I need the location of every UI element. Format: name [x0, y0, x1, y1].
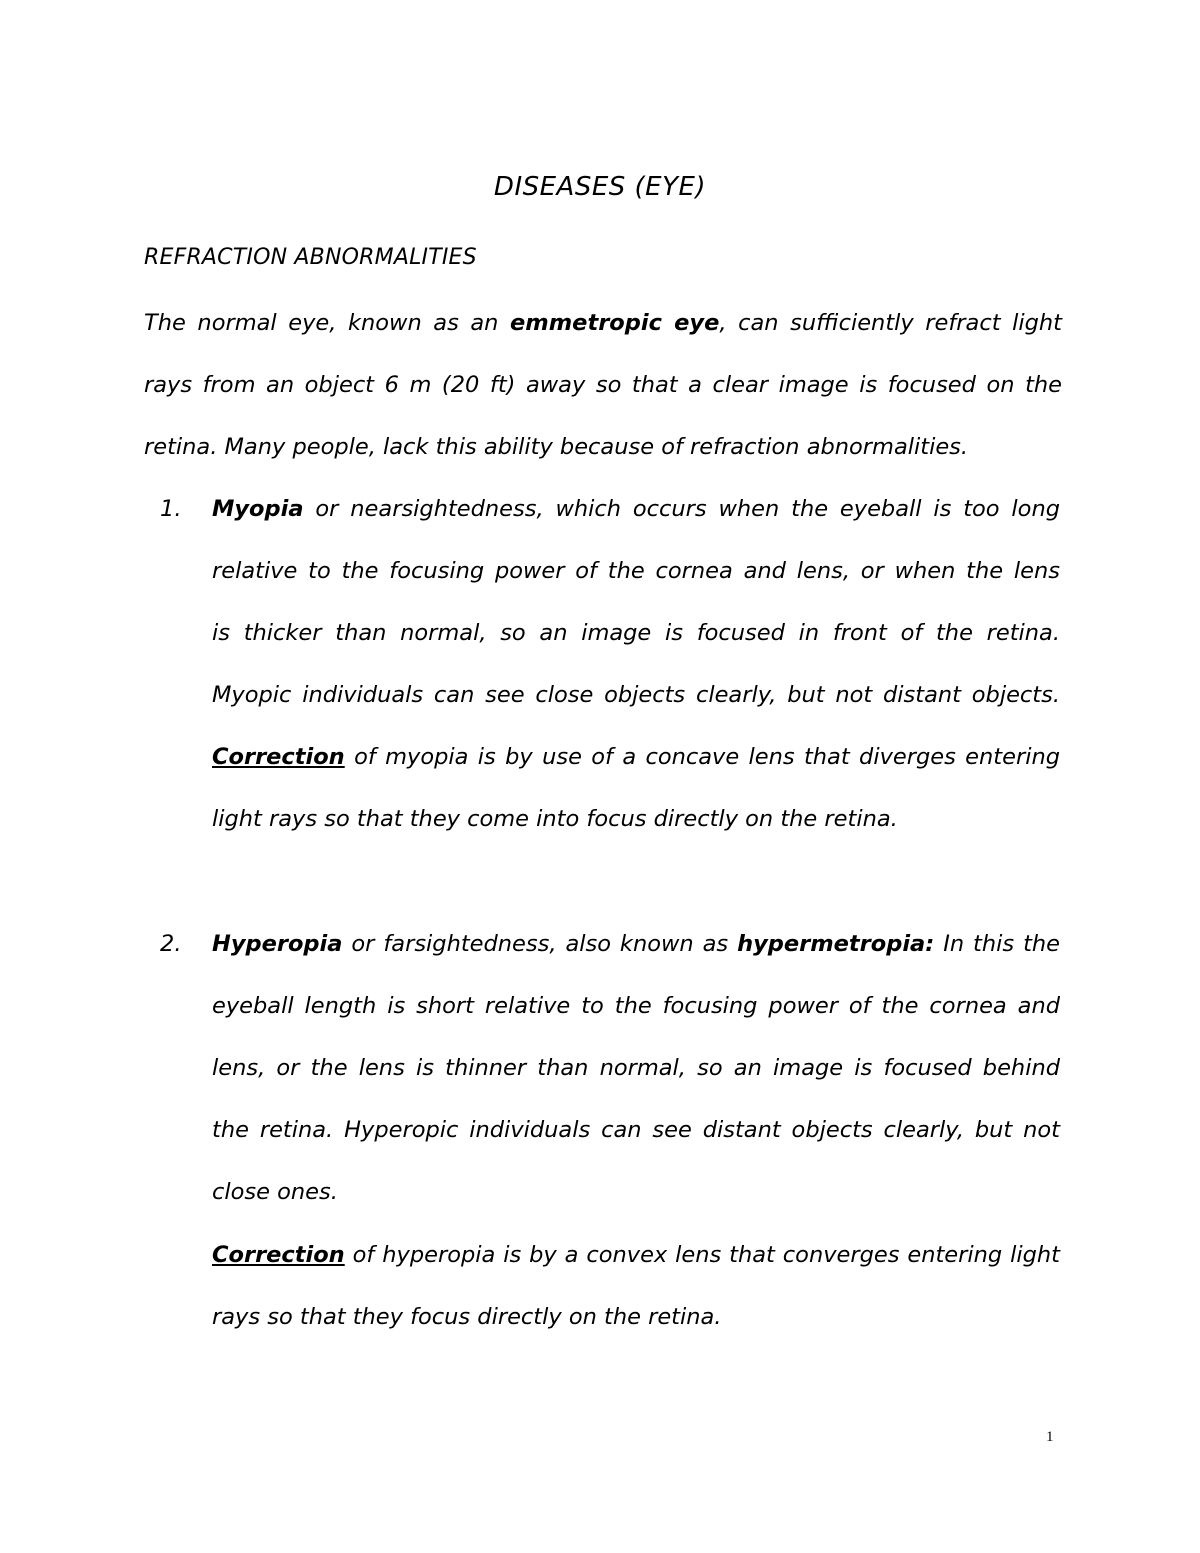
- section-heading: REFRACTION ABNORMALITIES: [144, 245, 477, 270]
- myopia-text: of myopia is by use of a concave lens that diverges entering: [344, 744, 1060, 770]
- myopia-line-2: relative to the focusing power of the cornea and lens, or when the lens: [212, 558, 1060, 584]
- hyperopia-line-2: eyeball length is short relative to the focusing power of the cornea and: [212, 993, 1060, 1019]
- correction-label: Correction: [212, 1242, 345, 1268]
- myopia-term: Myopia: [212, 496, 304, 522]
- intro-line-2: rays from an object 6 m (20 ft) away so that a clear image is focused on the: [144, 372, 1062, 398]
- hyperopia-text: In this the: [934, 931, 1060, 957]
- emmetropic-eye-term: emmetropic eye: [510, 310, 720, 336]
- list-number-1: 1.: [160, 496, 182, 522]
- myopia-line-3: is thicker than normal, so an image is focused in front of the retina.: [212, 620, 1060, 646]
- hyperopia-line-5: close ones.: [212, 1179, 338, 1205]
- intro-text: , can sufficiently refract light: [719, 310, 1062, 336]
- nearsightedness-term: nearsightedness: [350, 496, 537, 522]
- intro-line-3: retina. Many people, lack this ability because of refraction abnormalities.: [144, 434, 969, 460]
- intro-line-1: [144, 308, 1062, 338]
- hyperopia-text: or: [342, 931, 384, 957]
- page-number: 1: [1046, 1429, 1054, 1445]
- document-title: DISEASES (EYE): [493, 172, 707, 202]
- hyperopia-text: , also known as: [549, 931, 738, 957]
- hyperopia-line-1: [212, 929, 1060, 959]
- farsightedness-term: farsightedness: [383, 931, 550, 957]
- correction-label: Correction: [212, 744, 345, 770]
- hyperopia-line-4: the retina. Hyperopic individuals can see distant objects clearly, but not: [212, 1117, 1060, 1143]
- intro-text: The normal eye, known as an: [144, 310, 511, 336]
- myopia-text: , which occurs when the eyeball is too long: [536, 496, 1060, 522]
- hypermetropia-term: hypermetropia:: [737, 931, 935, 957]
- myopia-line-1: [212, 494, 1060, 524]
- hyperopia-line-7: rays so that they focus directly on the retina.: [212, 1304, 722, 1330]
- myopia-line-4: Myopic individuals can see close objects clearly, but not distant objects.: [212, 682, 1060, 708]
- hyperopia-text: of hyperopia is by a convex lens that converges entering light: [344, 1242, 1060, 1268]
- list-number-2: 2.: [160, 931, 182, 957]
- hyperopia-line-6: [212, 1240, 1060, 1270]
- hyperopia-term: Hyperopia: [212, 931, 343, 957]
- myopia-text: or: [303, 496, 351, 522]
- myopia-line-5: [212, 742, 1060, 772]
- myopia-line-6: light rays so that they come into focus directly on the retina.: [212, 806, 898, 832]
- hyperopia-line-3: lens, or the lens is thinner than normal, so an image is focused behind: [212, 1055, 1060, 1081]
